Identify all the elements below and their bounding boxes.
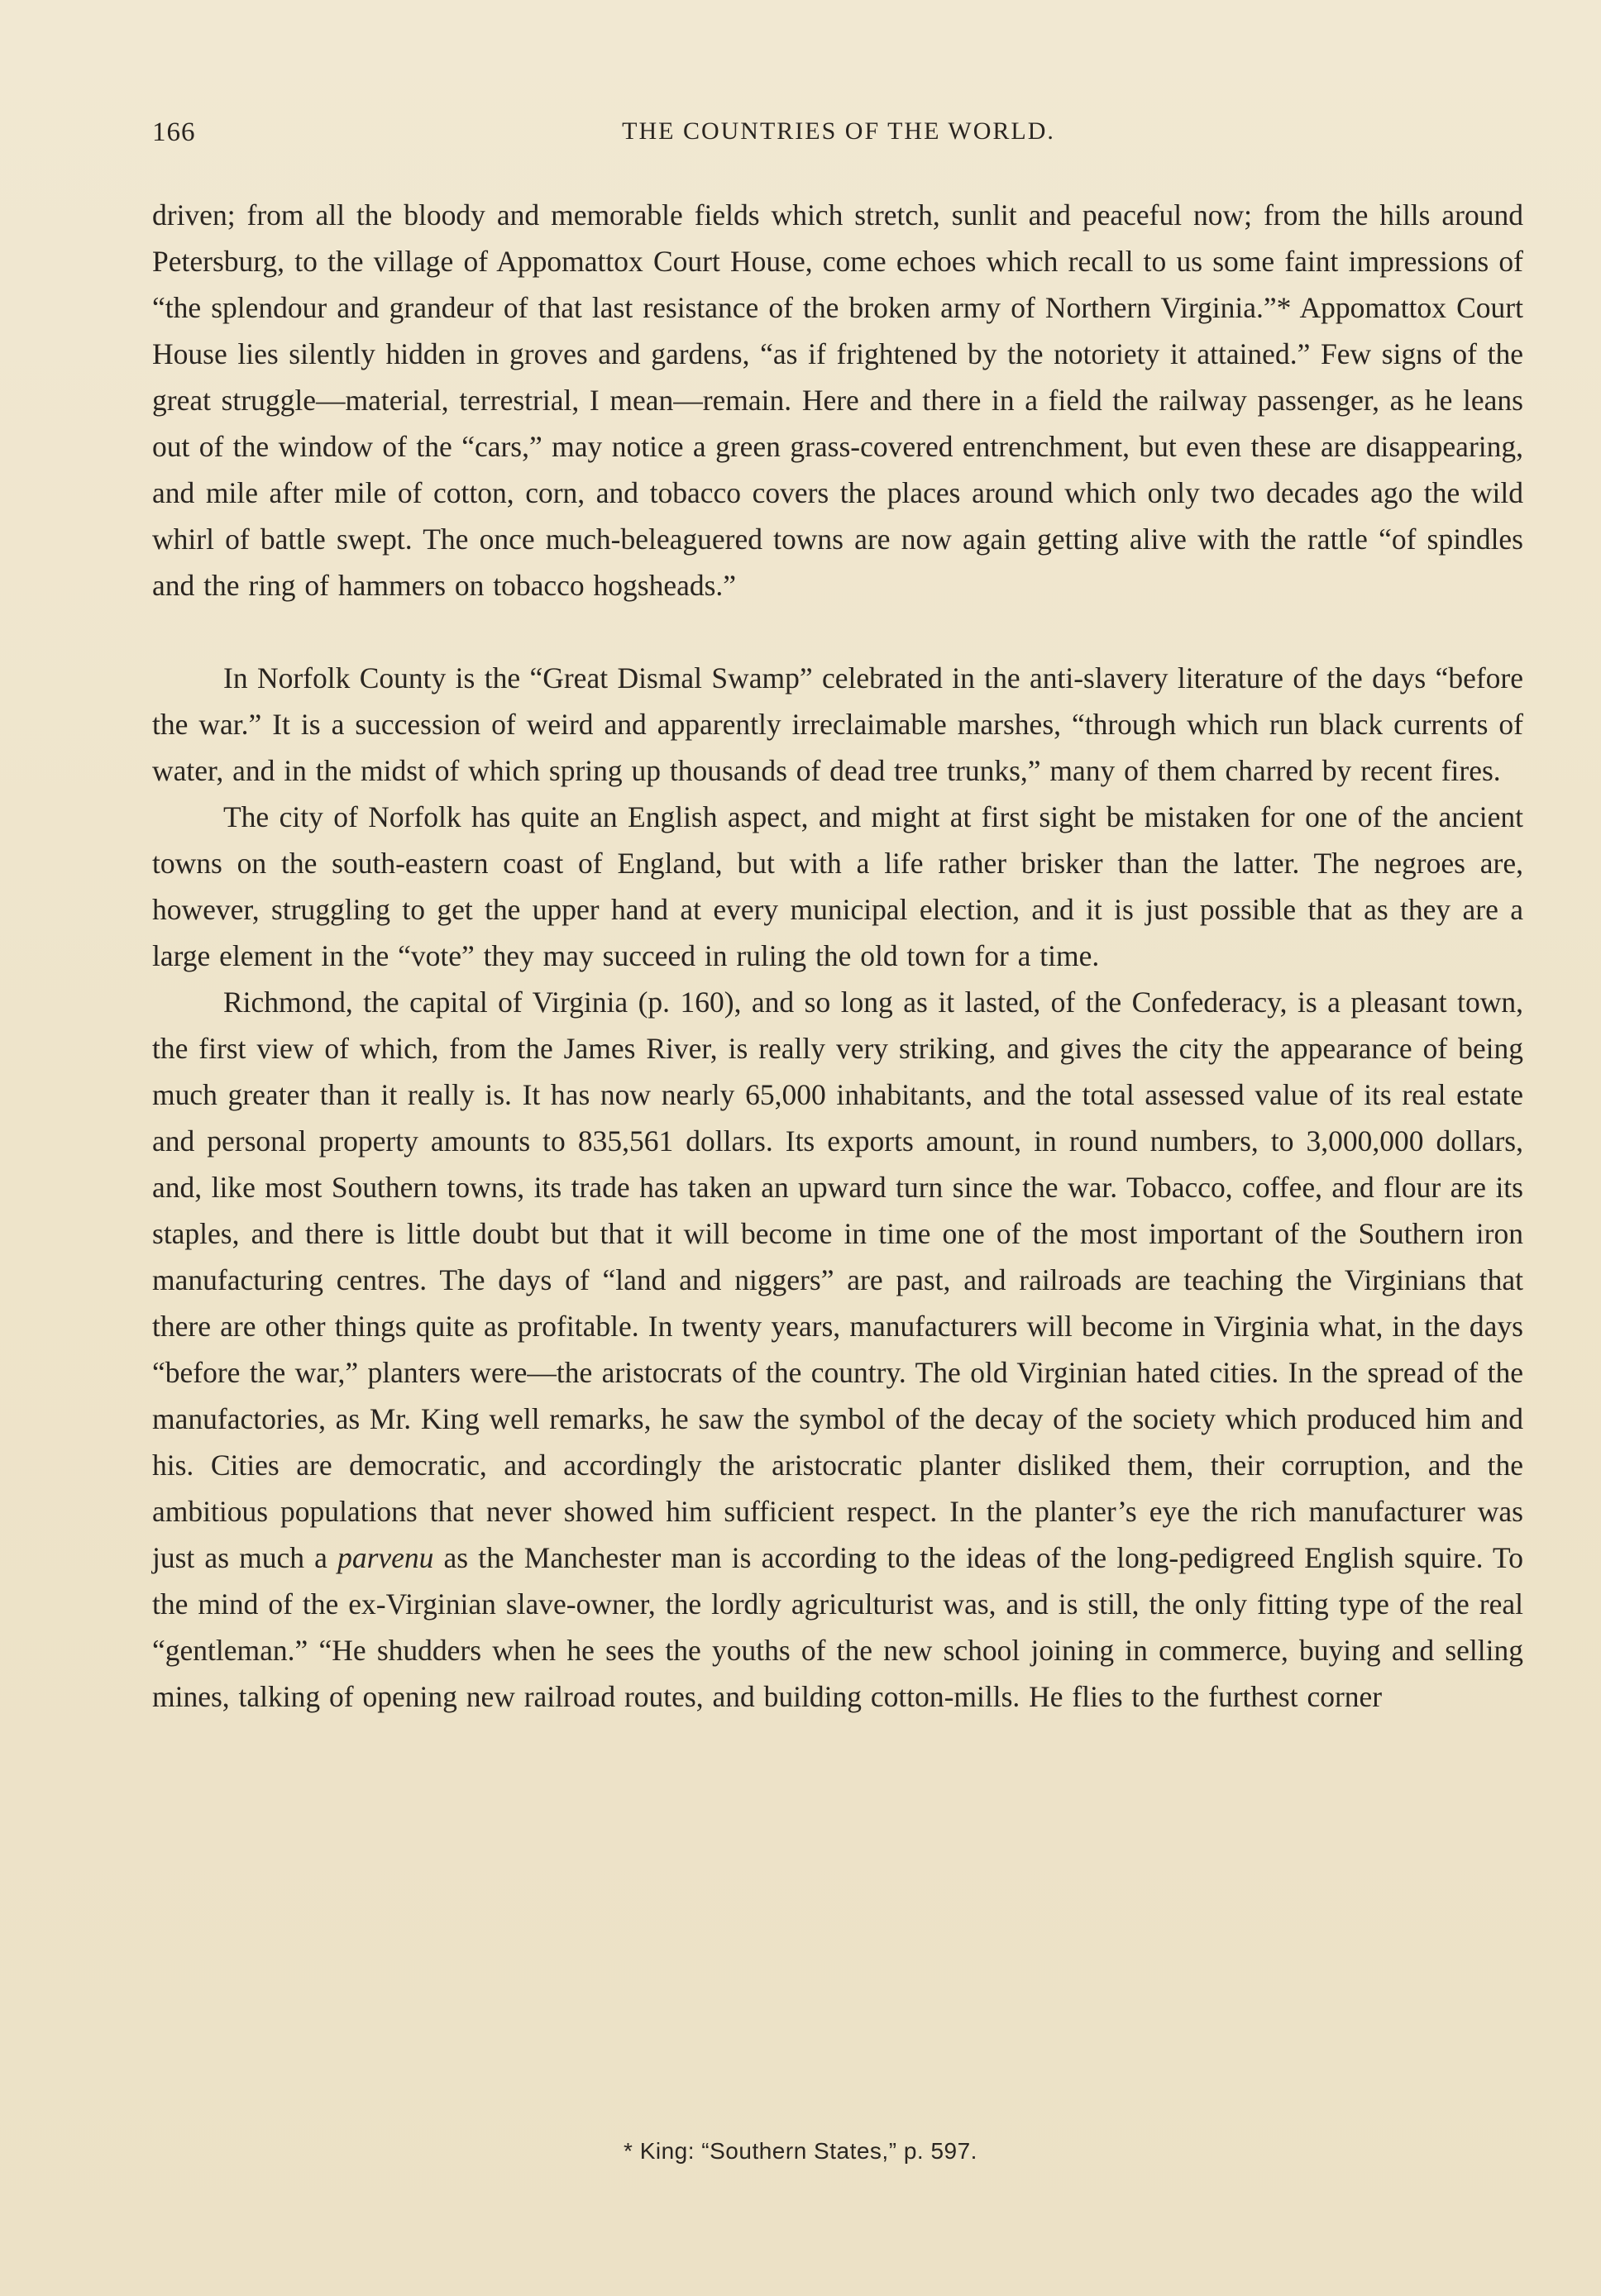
paragraph-norfolk: The city of Norfolk has quite an English aspect, and might at first sight be mistaken for one of the ancient towns on the south-eastern coast of England, but with a life rather brisker than the latter. The negroes are, however, struggling to get the upper hand at every municipal election, and it is just possible that as they are a large element in the “vote” they may succeed in ruling the old town for a time. <box>152 800 1523 972</box>
paragraph-richmond <box>152 979 1523 1720</box>
paragraph-dismal-swamp: In Norfolk County is the “Great Dismal Swamp” celebrated in the anti-slavery literature of the days “before the war.” It is a succession of weird and apparently irreclaimable marshes, “through which run black currents of water, and in the midst of which spring up thousands of dead tree trunks,” many of them charred by recent fires. <box>152 661 1523 787</box>
paragraph-appomattox: driven; from all the bloody and memorable fields which stretch, sunlit and peaceful now; from the hills around Petersburg, to the village of Appomattox Court House, come echoes which recall to us some faint impressions of “the splendour and grandeur of that last resistance of the broken army of Northern Virginia.”* Appomattox Court House lies silently hidden in groves and gardens, “as if frightened by the notoriety it attained.” Few signs of the great struggle—material, terrestrial, I mean—remain. Here and there in a field the railway passenger, as he leans out of the window of the “cars,” may notice a green grass-covered entrenchment, but even these are disappearing, and mile after mile of cotton, corn, and tobacco covers the places around which only two decades ago the wild whirl of battle swept. The once much-beleaguered towns are now again getting alive with the rattle “of spindles and the ring of hammers on tobacco hogsheads.” <box>152 198 1523 602</box>
footnote: * King: “Southern States,” p. 597. <box>624 2138 977 2164</box>
richmond-text-start: Richmond, the capital of Virginia (p. 160), and so long as it lasted, of the Confederacy, is a pleasant town, the first view of which, from the James River, is really very striking, and gives the city the appearance of being much greater than it really is. It has now nearly 65,000 inhabitants, and the total assessed value of its real estate and personal property amounts to 835,561 dollars. Its exports amount, in round numbers, to 3,000,000 dollars, and, like most Southern towns, its trade has taken an upward turn since the war. Tobacco, coffee, and flour are its staples, and there is little doubt but that it will become in time one of the most important of the Southern iron manufacturing centres. The days of “land and niggers” are past, and railroads are teaching the Virginians that there are other things quite as profitable. In twenty years, manufacturers will become in Virginia what, in the days “before the war,” planters were—the aristocrats of the country. The old Virginian hated cities. In the spread of the manufactories, as Mr. King well remarks, he saw the symbol of the decay of the society which produced him and his. Cities are democratic, and accordingly the aristocratic planter disliked them, their corruption, and the ambitious populations that never showed him sufficient respect. In the planter’s eye the rich manufacturer was just as much a <box>152 986 1523 1574</box>
italic-word-parvenu: parvenu <box>337 1541 434 1574</box>
page-header <box>152 117 1525 150</box>
page-number: 166 <box>152 117 196 147</box>
richmond-text-end: as the Manchester man is according to the ideas of the long-pedigreed English squire. To the mind of the ex-Virginian slave-owner, the lordly agriculturist was, and is still, the only fitting type of the real “gentleman.” “He shudders when he sees the youths of the new school joining in commerce, buying and selling mines, talking of opening new railroad routes, and building cotton-mills. He flies to the furthest corner <box>152 1541 1523 1713</box>
body-text <box>152 192 1523 1720</box>
running-title: THE COUNTRIES OF THE WORLD. <box>622 117 1055 145</box>
